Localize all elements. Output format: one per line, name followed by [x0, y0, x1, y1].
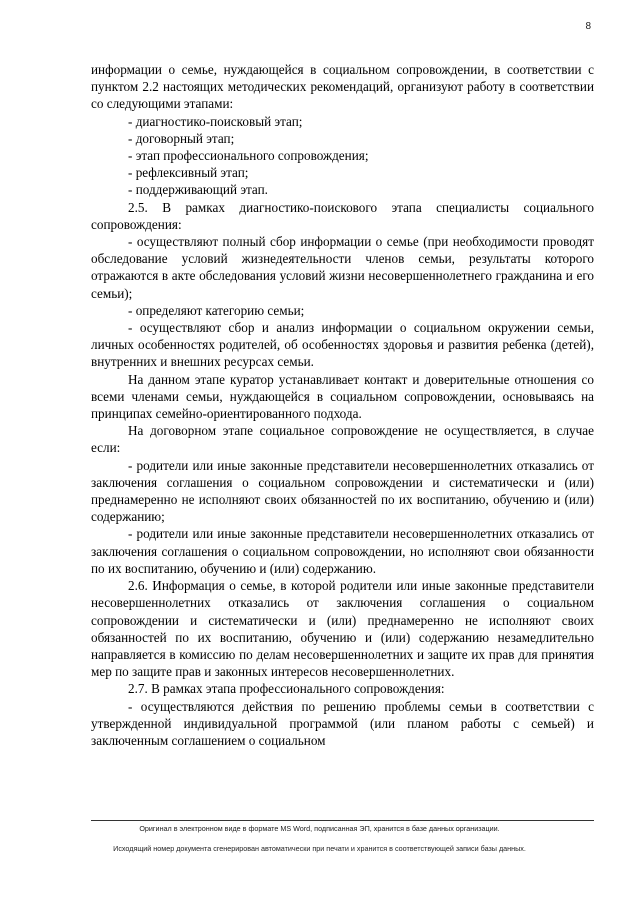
paragraph: информации о семье, нуждающейся в социальном сопровождении, в соответствии с пунктом 2.2 настоящих методических рекомендаций, организуют работу в соответствии со следующими этапами:	[91, 62, 594, 112]
paragraph: - определяют категорию семьи;	[128, 302, 305, 318]
list-item: - поддерживающий этап.	[128, 182, 268, 198]
footer-note-number: Исходящий номер документа сгенерирован автоматически при печати и хранится в соответствующей записи базы данных.	[113, 844, 526, 853]
paragraph: - осуществляют полный сбор информации о семье (при необходимости проводят обследование условий жизнедеятельности членов семьи, результаты которого отражаются в акте обследования условий жизни несовершеннолетнего гражданина и его семьи);	[91, 234, 594, 301]
paragraph: На данном этапе куратор устанавливает контакт и доверительные отношения со всеми членами семьи, нуждающейся в социальном сопровождении, основываясь на принципах семейно-ориентированного подхода.	[91, 371, 594, 422]
page-number: 8	[585, 21, 591, 32]
document-body	[91, 61, 594, 749]
paragraph: 2.7. В рамках этапа профессионального сопровождения:	[128, 681, 445, 697]
paragraph: - осуществляют сбор и анализ информации о социальном окружении семьи, личных особенностях родителей, об особенностях здоровья и развития ребенка (детей), внутренних и внешних ресурсах семьи.	[91, 320, 594, 370]
paragraph: 2.5. В рамках диагностико-поискового этапа специалисты социального сопровождения:	[91, 199, 594, 232]
paragraph: 2.6. Информация о семье, в которой родители или иные законные представители несовершеннолетних отказались от заключения соглашения о социальном сопровождении и систематически и (или) преднамеренно не исполняют своих обязанностей по их воспитанию, обучению и (или) содержанию незамедлительно направляется в комиссию по делам несовершеннолетних и защите их прав для принятия мер по защите прав и законных интересов несовершеннолетних.	[91, 578, 594, 680]
paragraph: - осуществляются действия по решению проблемы семьи в соответствии с утвержденной индивидуальной программой (или планом работы с семьей) и заключенным соглашением о социальном	[91, 698, 594, 748]
paragraph: - родители или иные законные представители несовершеннолетних отказались от заключения соглашения о социальном сопровождении, но исполняют свои обязанности по их воспитанию, обучению и (или) содержанию.	[91, 526, 594, 576]
footer-note-original: Оригинал в электронном виде в формате MS Word, подписанная ЭП, хранится в базе данных организации.	[139, 824, 500, 833]
footer-divider	[91, 820, 594, 821]
list-item: - этап профессионального сопровождения;	[128, 148, 369, 164]
paragraph: - родители или иные законные представители несовершеннолетних отказались от заключения соглашения о социальном сопровождении и систематически и (или) преднамеренно не исполняют своих обязанностей по их воспитанию, обучению и (или) содержанию;	[91, 457, 594, 525]
paragraph: На договорном этапе социальное сопровождение не осуществляется, в случае если:	[91, 423, 594, 456]
list-item: - договорный этап;	[128, 130, 235, 146]
list-item: - рефлексивный этап;	[128, 165, 249, 181]
list-item: - диагностико-поисковый этап;	[128, 113, 303, 129]
